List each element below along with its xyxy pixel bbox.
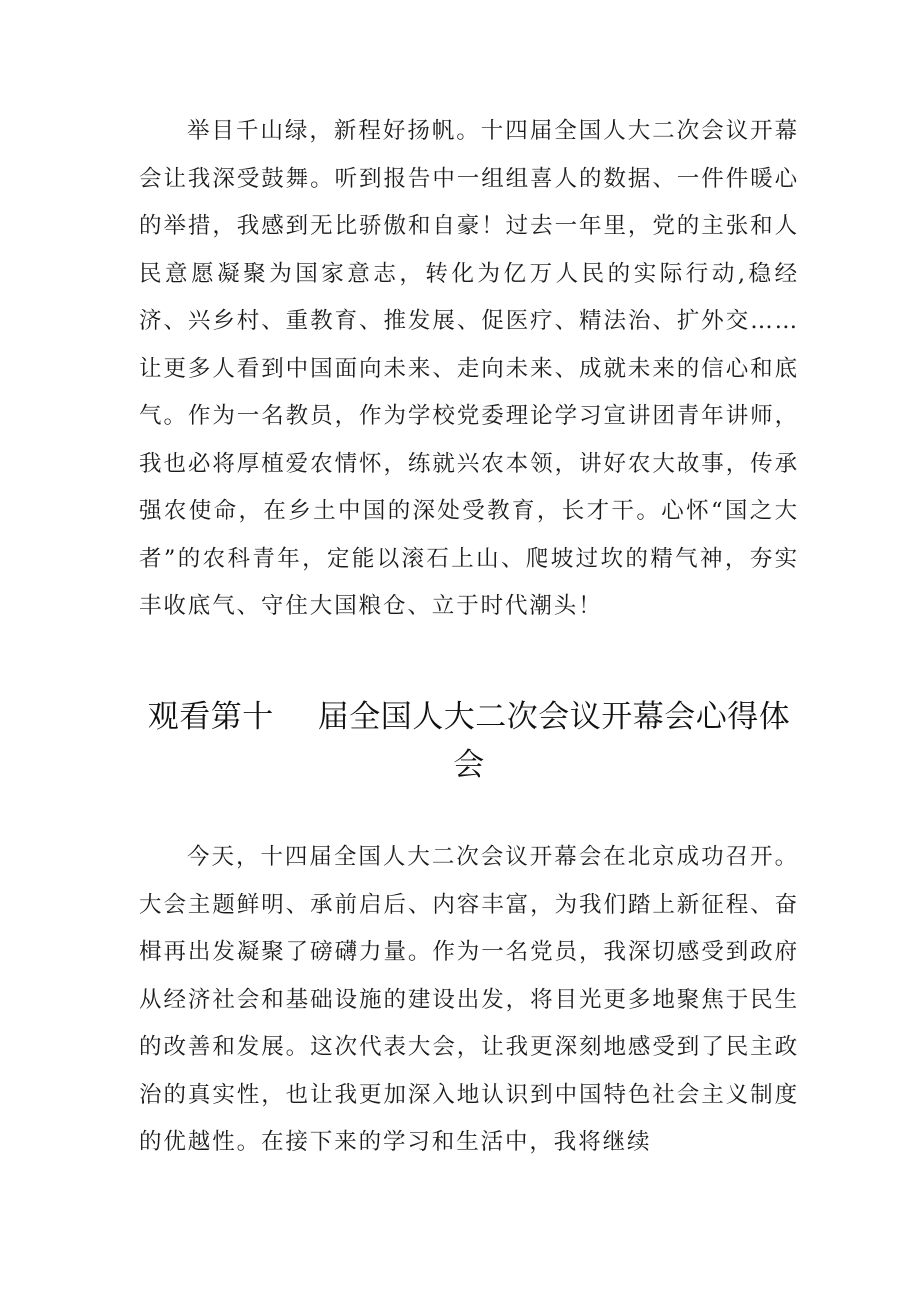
section-title-part-2: 届全国人大二次会议开幕会心得体会 <box>317 699 791 783</box>
body-paragraph-1: 举目千山绿，新程好扬帆。十四届全国人大二次会议开幕会让我深受鼓舞。听到报告中一组组喜人的数据、一件件暖心的举措，我感到无比骄傲和自豪！过去一年里，党的主张和人民意愿凝聚为国家意志，转化为亿万人民的实际行动,稳经济、兴乡村、重教育、推发展、促医疗、精法治、扩外交……让更多人看到中国面向未来、走向未来、成就未来的信心和底气。作为一名教员，作为学校党委理论学习宣讲团青年讲师，我也必将厚植爱农情怀，练就兴农本领，讲好农大故事，传承强农使命，在乡土中国的深处受教育，长才干。心怀“国之大者”的农科青年，定能以滚石上山、爬坡过坎的精气神，夯实丰收底气、守住大国粮仓、立于时代潮头！ <box>139 118 799 619</box>
section-title-part-1: 观看第十 <box>147 699 274 735</box>
body-paragraph-2: 今天，十四届全国人大二次会议开幕会在北京成功召开。大会主题鲜明、承前启后、内容丰富，为我们踏上新征程、奋楫再出发凝聚了磅礴力量。作为一名党员，我深切感受到政府从经济社会和基础设施的建设出发，将目光更多地聚焦于民生的改善和发展。这次代表大会，让我更深刻地感受到了民主政治的真实性，也让我更加深入地认识到中国特色社会主义制度的优越性。在接下来的学习和生活中，我将继续 <box>139 844 799 1155</box>
section-title <box>139 693 799 789</box>
